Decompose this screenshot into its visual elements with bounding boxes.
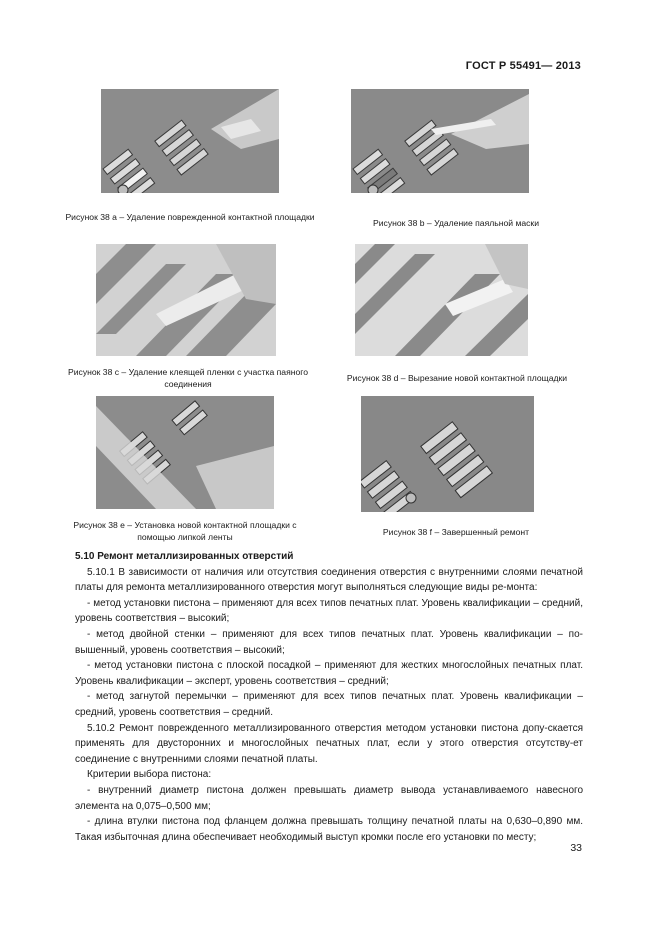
list-item: - метод установки пистона – применяют для всех типов печатных плат. Уровень квалификации – средний, уровень соответствия – высокий; — [75, 597, 583, 625]
figure-38b-image — [351, 89, 529, 193]
figure-38d-image — [355, 244, 528, 356]
list-item: - длина втулки пистона под фланцем должна превышать толщину печатной платы на 0,630–0,890 мм. Такая избыточная длина обеспечивает необходимый выступ кромки после его установки по месту; — [75, 816, 583, 843]
figure-38b-caption: Рисунок 38 b – Удаление паяльной маски — [372, 218, 539, 228]
figure-38f-caption: Рисунок 38 f – Завершенный ремонт — [382, 527, 530, 537]
figure-38c-image — [96, 244, 276, 356]
list-item: - метод двойной стенки – применяют для всех типов печатных плат. Уровень квалификации – по-вышенный, уровень соответствия – высокий; — [75, 628, 583, 656]
figure-38a-caption: Рисунок 38 а – Удаление поврежденной контактной площадки — [65, 212, 315, 222]
page-number: 33 — [570, 842, 582, 854]
figure-38e-caption: Рисунок 38 е – Установка новой контактной площадки с помощью липкой ленты — [73, 520, 297, 542]
paragraph: 5.10.2 Ремонт поврежденного металлизированного отверстия методом установки пистона допу-скается применять для двусторонних и многослойных печатных плат, если у этого отверстия отсутству-ет соединение с внутренними слоями печатной платы. — [75, 722, 583, 765]
list-item: - метод установки пистона с плоской посадкой – применяют для жестких многослойных печатных плат. Уровень квалификации – эксперт, уровень соответствия – средний; — [75, 660, 583, 687]
section-heading: 5.10 Ремонт металлизированных отверстий — [75, 551, 294, 562]
list-item: - внутренний диаметр пистона должен превышать диаметр вывода устанавливаемого навесного элемента на 0,075–0,500 мм; — [75, 784, 583, 812]
section-body — [75, 549, 583, 845]
figure-38d-caption: Рисунок 38 d – Вырезание новой контактной площадки — [346, 373, 568, 383]
paragraph: Критерии выбора пистона: — [87, 769, 212, 781]
paragraph: 5.10.1 В зависимости от наличия или отсутствия соединения отверстия с внутренними слоями печатной платы для ремонта металлизированного отверстия могут выполняться следующие виды ре-монта: — [75, 566, 583, 594]
figure-38c-caption: Рисунок 38 с – Удаление клеящей пленки с участка паяного соединения — [68, 367, 308, 389]
figure-38f-image — [361, 396, 534, 512]
figure-38a-image — [101, 89, 279, 193]
list-item: - метод загнутой перемычки – применяют для всех типов печатных плат. Уровень квалификации – средний, уровень соответствия – средний. — [75, 691, 583, 718]
figure-38e-image — [96, 396, 274, 509]
document-header: ГОСТ Р 55491— 2013 — [465, 60, 581, 72]
